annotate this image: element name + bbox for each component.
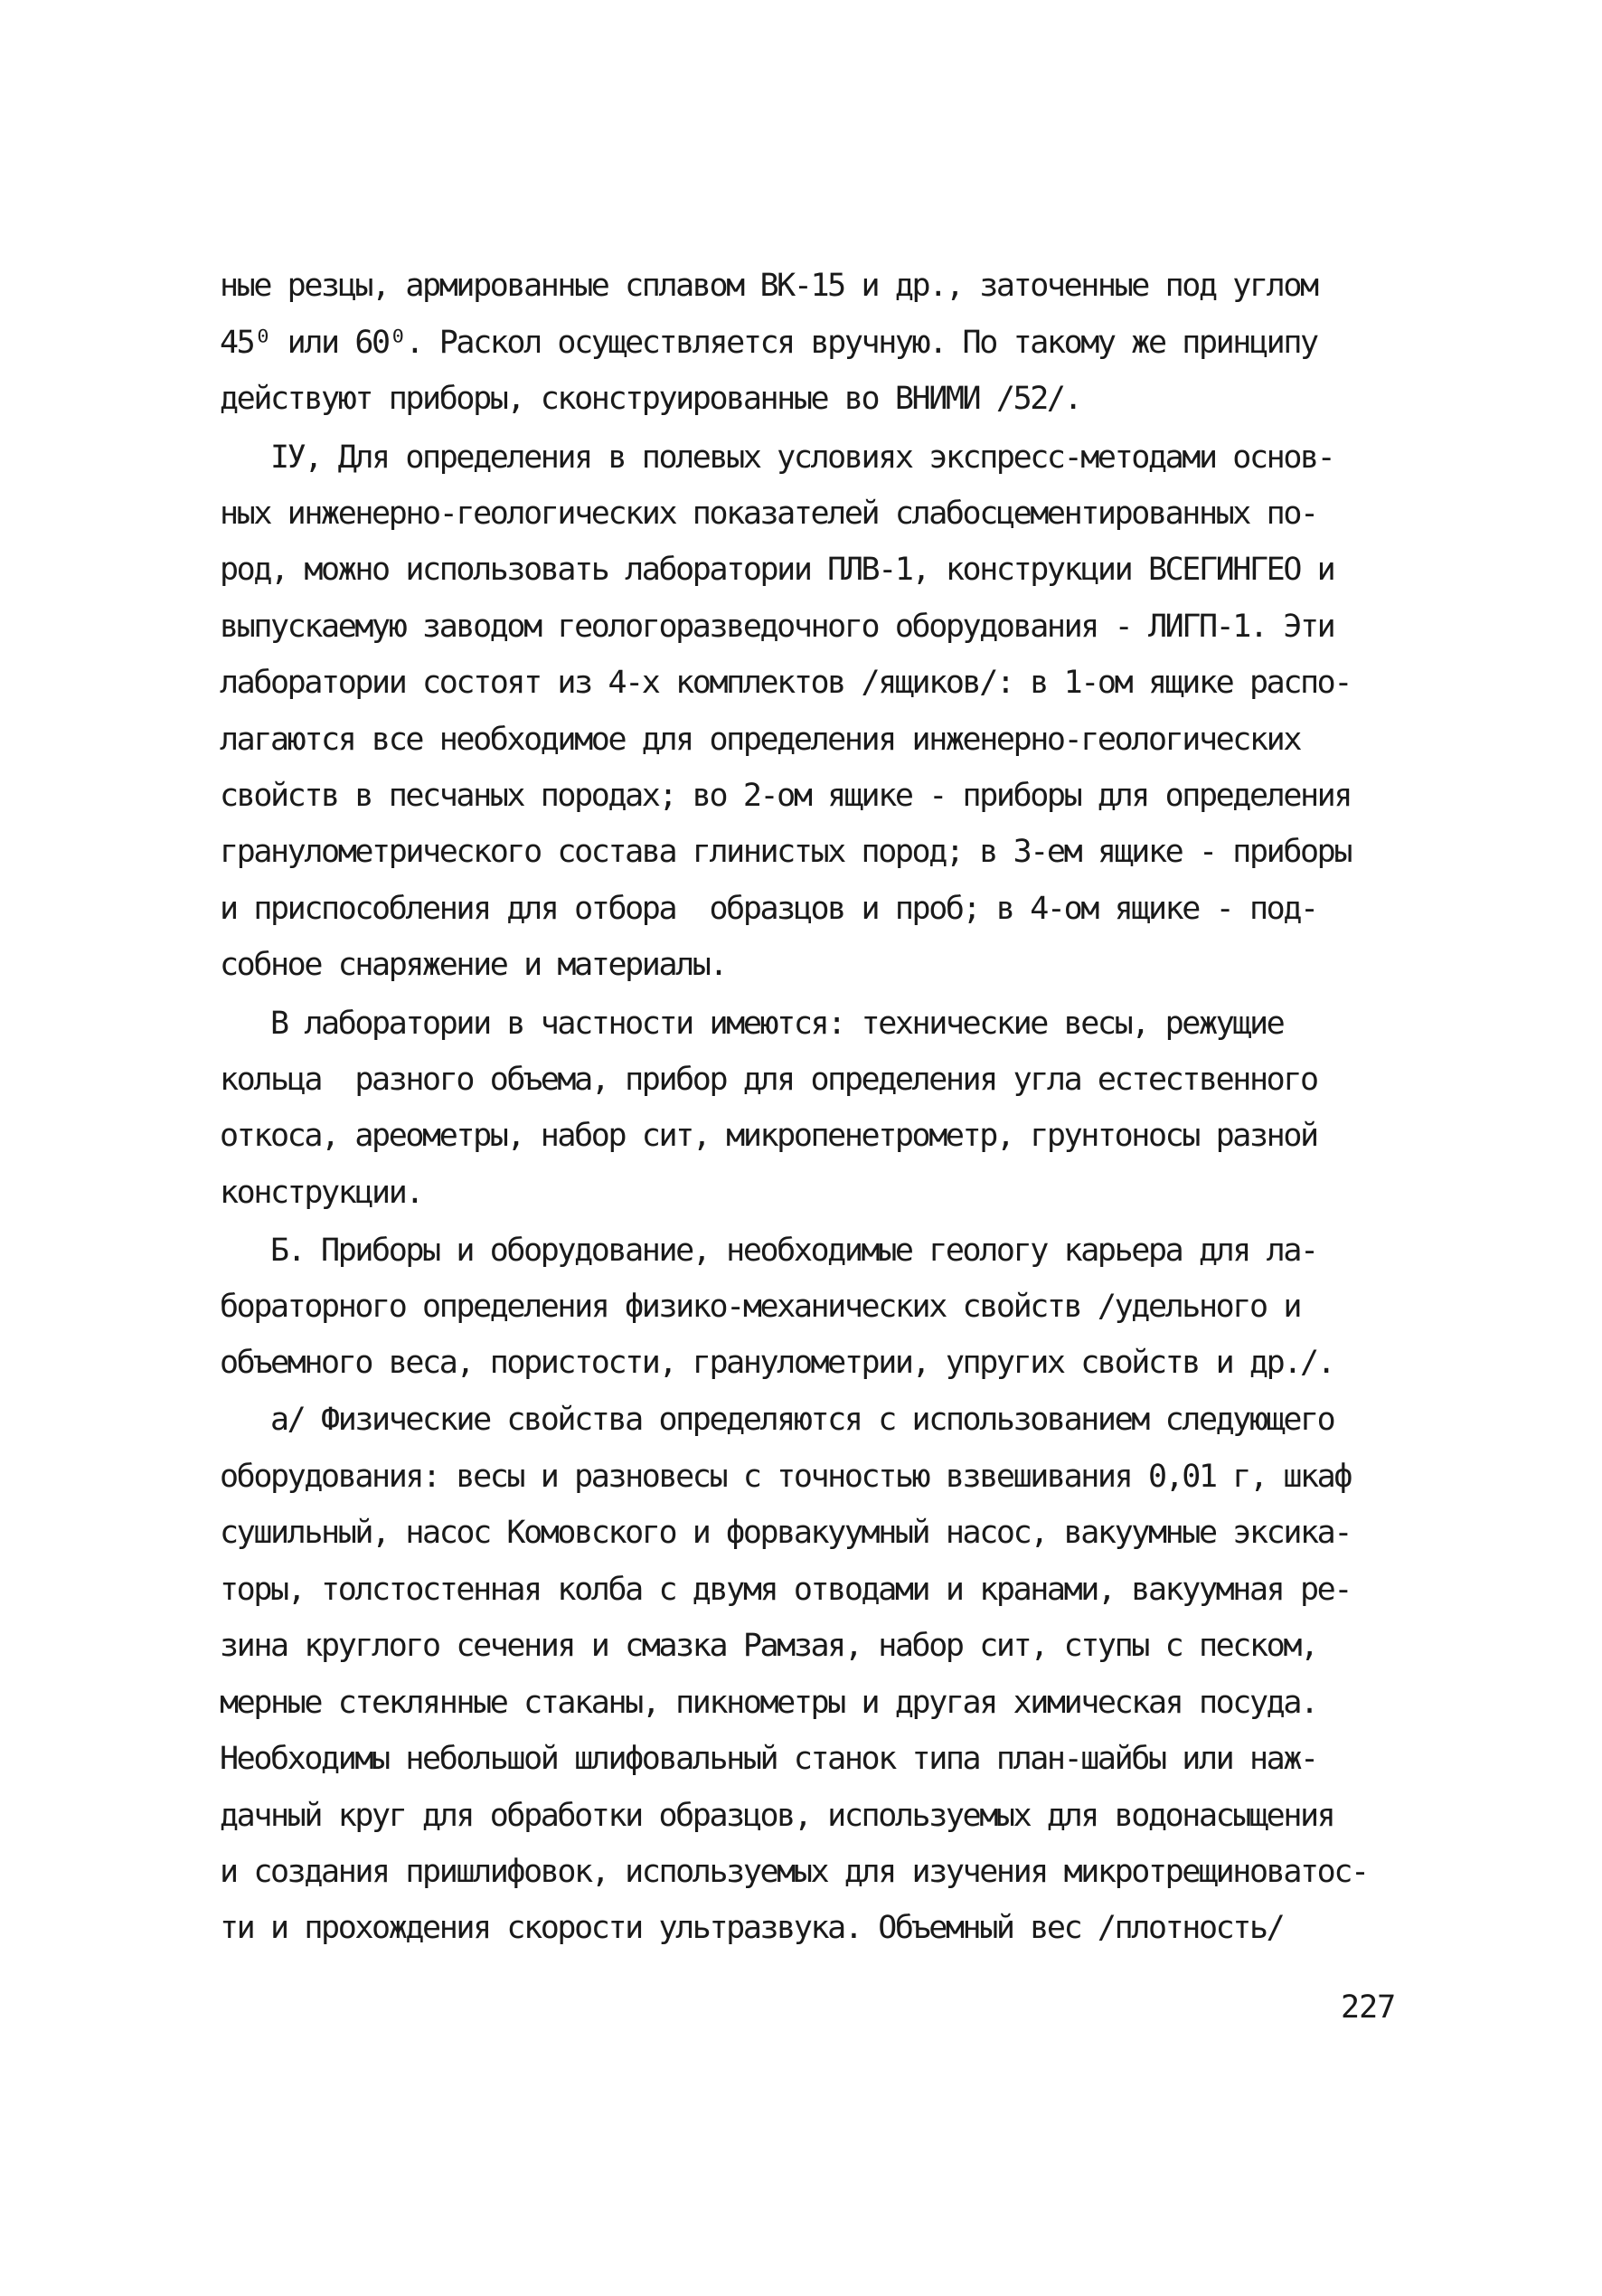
text-line: 45⁰ или 60⁰. Раскол осуществляется вручную. По такому же принципу [220, 325, 1317, 361]
text-line: а/ Физические свойства определяются с использованием следующего [220, 1402, 1334, 1438]
text-line: В лаборатории в частности имеются: технические весы, режущие [220, 1006, 1284, 1042]
text-line: собное снаряжение и материалы. [220, 947, 727, 983]
text-line: IУ, Для определения в полевых условиях экспресс-методами основ- [220, 439, 1334, 476]
text-line: Необходимы небольшой шлифовальный станок типа план-шайбы или наж- [220, 1741, 1317, 1777]
text-line: торы, толстостенная колба с двумя отводами и кранами, вакуумная ре- [220, 1572, 1352, 1608]
text-line: мерные стеклянные стаканы, пикнометры и другая химическая посуда. [220, 1685, 1317, 1721]
text-line: и приспособления для отбора образцов и проб; в 4-ом ящике - под- [220, 891, 1317, 927]
text-line: бораторного определения физико-механических свойств /удельного и [220, 1289, 1300, 1325]
text-line: объемного веса, пористости, гранулометрии, упругих свойств и др./. [220, 1345, 1334, 1381]
page-number: 227 [1341, 1989, 1396, 2026]
text-line: ти и прохождения скорости ультразвука. Объемный вес /плотность/ [220, 1910, 1284, 1946]
text-line: Б. Приборы и оборудование, необходимые геологу карьера для ла- [220, 1233, 1317, 1269]
text-line: зина круглого сечения и смазка Рамзая, набор сит, ступы с песком, [220, 1628, 1317, 1664]
text-line: лагаются все необходимое для определения инженерно-геологических [220, 722, 1300, 758]
text-line: дачный круг для обработки образцов, используемых для водонасыщения [220, 1798, 1334, 1834]
text-line: свойств в песчаных породах; во 2-ом ящике - приборы для определения [220, 778, 1352, 814]
text-line: действуют приборы, сконструированные во ВНИМИ /52/. [220, 381, 1081, 417]
text-line: откоса, ареометры, набор сит, микропенетрометр, грунтоносы разной [220, 1118, 1317, 1154]
text-line: гранулометрического состава глинистых пород; в 3-ем ящике - приборы [220, 834, 1352, 870]
text-line: ных инженерно-геологических показателей слабосцементированных по- [220, 496, 1317, 532]
text-line: ные резцы, армированные сплавом ВК-15 и др., заточенные под углом [220, 268, 1317, 304]
text-line: оборудования: весы и разновесы с точностью взвешивания 0,01 г, шкаф [220, 1459, 1352, 1495]
text-line: кольца разного объема, прибор для определения угла естественного [220, 1062, 1317, 1098]
text-line: выпускаемую заводом геологоразведочного оборудования - ЛИГП-1. Эти [220, 609, 1334, 645]
text-line: сушильный, насос Комовского и форвакуумный насос, вакуумные эксика- [220, 1515, 1352, 1551]
text-line: и создания пришлифовок, используемых для изучения микротрещиноватос- [220, 1854, 1368, 1890]
text-line: конструкции. [220, 1175, 423, 1211]
text-line: лаборатории состоят из 4-х комплектов /ящиков/: в 1-ом ящике распо- [220, 665, 1352, 701]
text-line: род, можно использовать лаборатории ПЛВ-1, конструкции ВСЕГИНГЕО и [220, 552, 1334, 588]
